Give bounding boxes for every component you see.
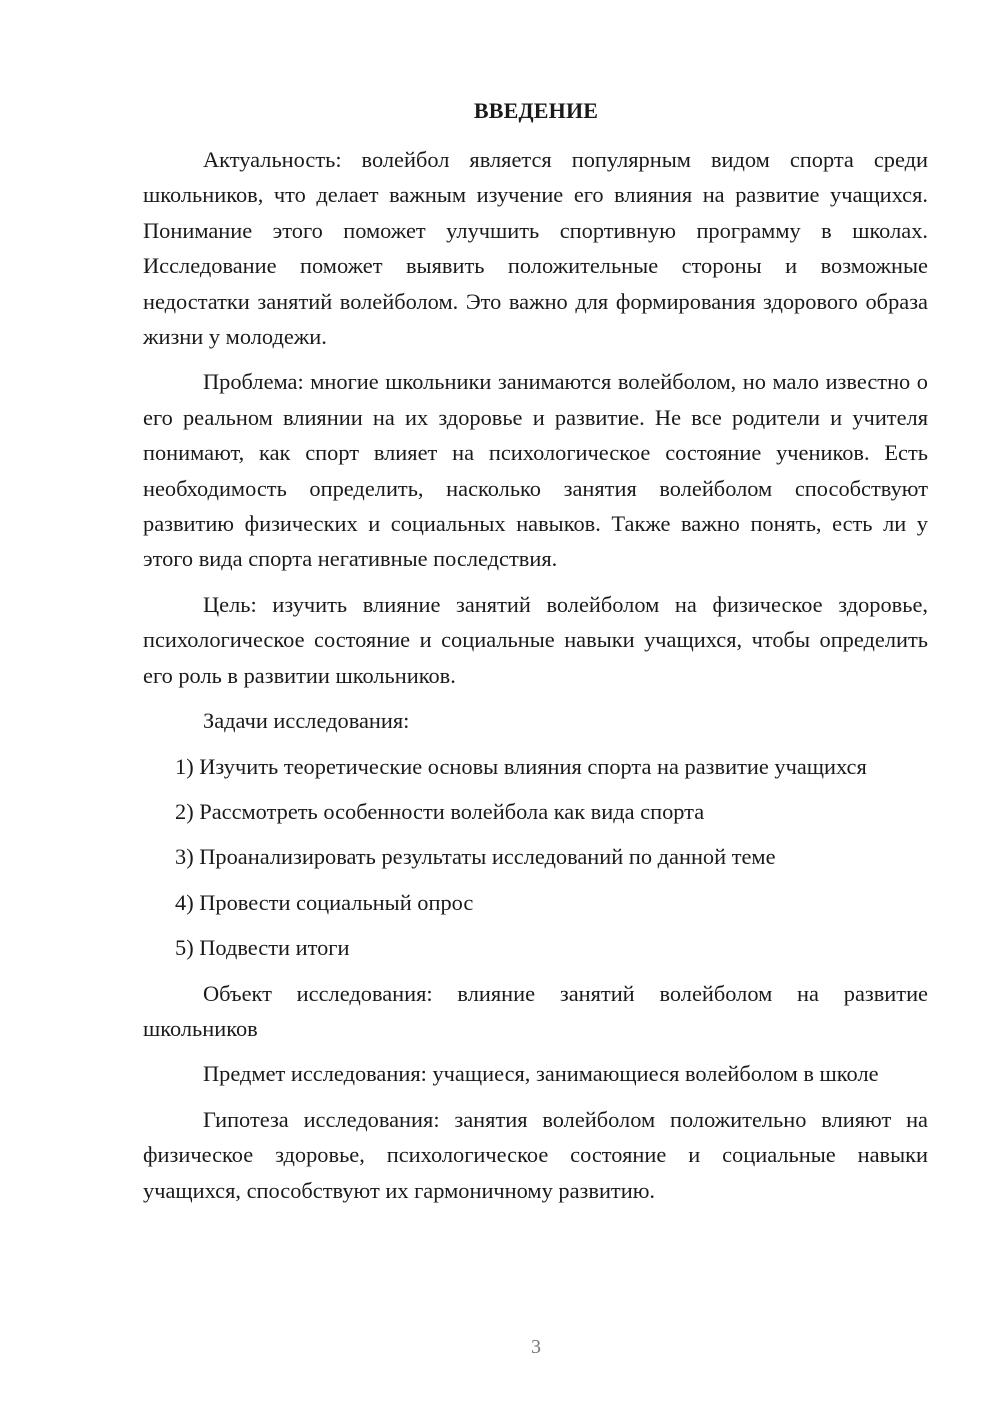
paragraph-goal: Цель: изучить влияние занятий волейболом на физическое здоровье, психологическое состояние и социальные навыки учащихся, чтобы определить его роль в развитии школьников.	[143, 591, 928, 688]
page-number: 3	[531, 1336, 541, 1358]
tasks-heading: Задачи исследования:	[203, 708, 410, 734]
task-item: 2) Рассмотреть особенности волейбола как вида спорта	[175, 798, 705, 824]
section-title: ВВЕДЕНИЕ	[473, 98, 599, 123]
paragraph-problem: Проблема: многие школьники занимаются волейболом, но мало известно о его реальном влиянии на их здоровье и развитие. Не все родители и учителя понимают, как спорт влияет на психологическое состояние учеников. Есть необходимость определить, насколько занятия волейболом способствуют развитию физических и социальных навыков. Также важно понять, есть ли у этого вида спорта негативные последствия.	[143, 369, 928, 572]
paragraph-relevance: Актуальность: волейбол является популярным видом спорта среди школьников, что делает важным изучение его влияния на развитие учащихся. Понимание этого поможет улучшить спортивную программу в школах. Исследование поможет выявить положительные стороны и возможные недостатки занятий волейболом. Это важно для формирования здорового образа жизни у молодежи.	[143, 147, 928, 350]
paragraph-hypothesis: Гипотеза исследования: занятия волейболом положительно влияют на физическое здоровье, психологическое состояние и социальные навыки учащихся, способствуют их гармоничному развитию.	[143, 1106, 928, 1203]
task-item: 5) Подвести итоги	[175, 935, 350, 961]
paragraph-object: Объект исследования: влияние занятий волейболом на развитие школьников	[143, 980, 928, 1041]
task-item: 1) Изучить теоретические основы влияния спорта на развитие учащихся	[175, 753, 867, 779]
paragraph-subject: Предмет исследования: учащиеся, занимающиеся волейболом в школе	[203, 1061, 879, 1087]
task-item: 3) Проанализировать результаты исследований по данной теме	[175, 844, 776, 870]
task-item: 4) Провести социальный опрос	[175, 889, 474, 915]
body-text	[143, 142, 928, 1218]
